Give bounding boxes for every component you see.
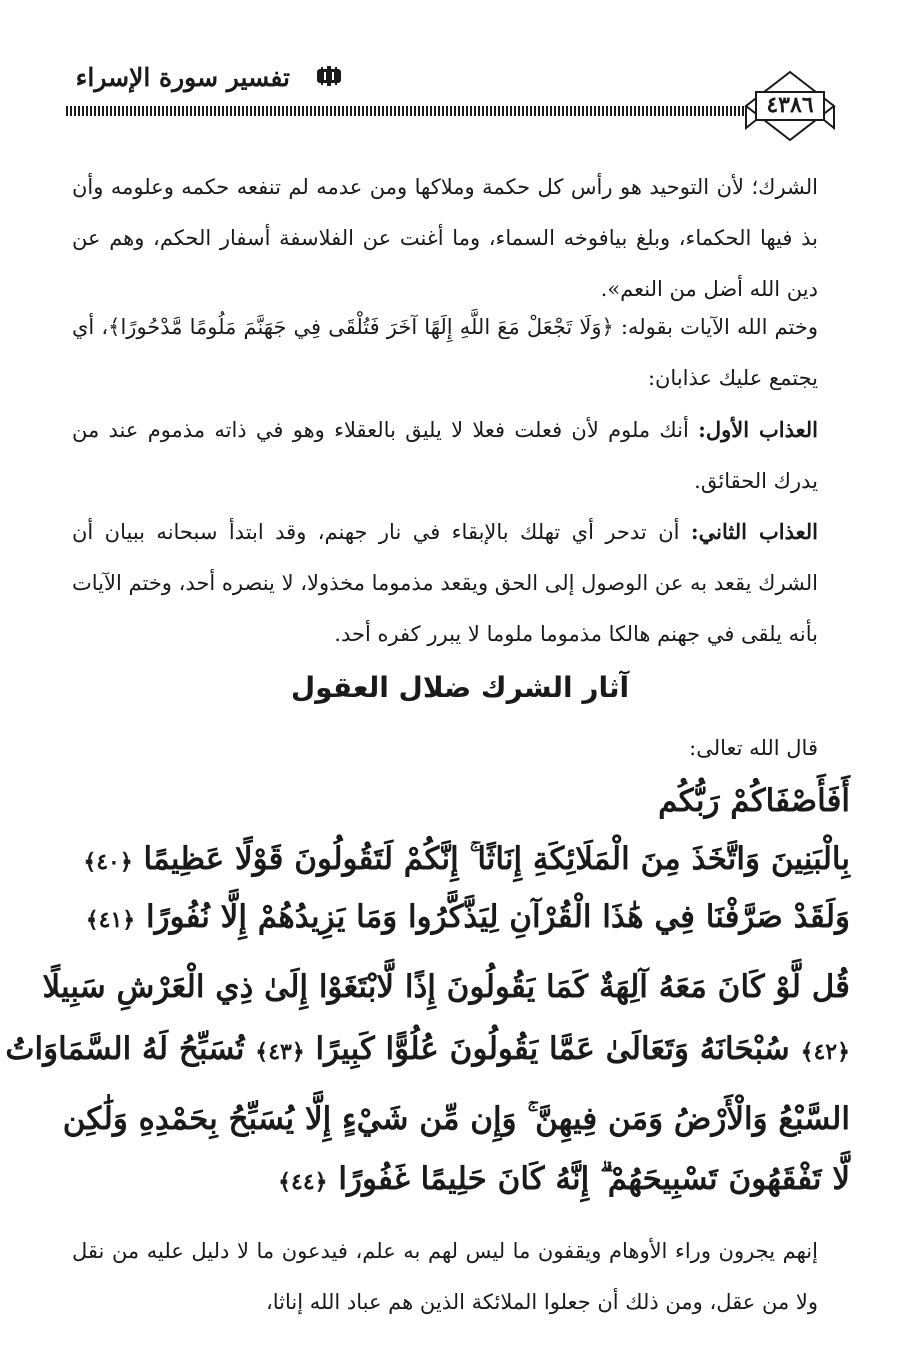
paragraph-text: إنهم يجرون وراء الأوهام ويقفون ما ليس لهم به علم، فيدعون ما لا دليل عليه من نقل ولا من عقل، ومن ذلك أن جعلوا الملائكة الذين هم عباد الله إناثا،: [72, 1239, 818, 1314]
verse-line: [85, 884, 850, 950]
paragraph-shirk: [72, 162, 818, 315]
paragraph-text: وختم الله الآيات بقوله: ﴿وَلَا تَجْعَلْ مَعَ اللَّهِ إِلَهًا آخَرَ فَتُلْقَى فِي جَهَنَّمَ مَلُومًا مَّدْحُورًا﴾، أي يجتمع عليك عذابان:: [72, 315, 818, 390]
ayah-number-value: ٤٢: [813, 1039, 838, 1065]
header-divider: [66, 106, 744, 116]
paragraph-closing: [72, 1226, 818, 1328]
verse-line: [130, 1146, 850, 1212]
verse-line: [42, 954, 850, 1020]
verse-text: أَفَأَصْفَاكُمْ رَبُّكُم: [658, 783, 850, 819]
verse-intro: قال الله تعالى:: [689, 736, 818, 760]
page-number-badge: [742, 70, 838, 144]
verse-text: لَّا تَفْقَهُونَ تَسْبِيحَهُمْ ۗ إِنَّهُ كَانَ حَلِيمًا غَفُورًا: [338, 1161, 850, 1197]
paragraph-text: أن تدحر أي تهلك بالإبقاء في نار جهنم، وقد ابتدأ سبحانه ببيان أن الشرك يقعد به عن الوصول إلى الحق ويقعد مذموما مخذولا، لا ينصره أحد، وختم الآيات بأنه يلقى في جهنم هالكا مذموما ملوما لا يبرر كفره أحد.: [72, 520, 818, 646]
ayah-number: ﴿٤٢﴾: [800, 1039, 850, 1065]
ayah-number-value: ٤٠: [96, 849, 120, 875]
section-heading: آثار الشرك ضلال العقول: [290, 671, 630, 704]
header-ornament-icon: [316, 66, 342, 86]
verse-line: [130, 768, 850, 834]
ayah-number: ﴿٤٣﴾: [255, 1039, 305, 1065]
ayah-number: ﴿٤١﴾: [85, 907, 136, 933]
ayah-number: ﴿٤٤﴾: [278, 1169, 328, 1195]
paragraph-lead: العذاب الأول:: [698, 417, 818, 442]
ayah-number-value: ٤١: [98, 907, 123, 933]
verse-line: [5, 1016, 850, 1082]
ayah-number: ﴿٤٠﴾: [83, 849, 133, 875]
page-number: ٤٣٨٦: [766, 92, 814, 118]
verse-text-tail: تُسَبِّحُ لَهُ السَّمَاوَاتُ: [5, 1031, 245, 1067]
paragraph-verse-quote: [72, 302, 818, 404]
verse-text: قُل لَّوْ كَانَ مَعَهُ آلِهَةٌ كَمَا يَقُولُونَ إِذًا لَّابْتَغَوْا إِلَىٰ ذِي الْعَرْشِ سَبِيلًا: [42, 969, 850, 1005]
paragraph-first-punishment: [72, 404, 818, 507]
verse-text: بِالْبَنِينَ وَاتَّخَذَ مِنَ الْمَلَائِكَةِ إِنَاثًا ۚ إِنَّكُمْ لَتَقُولُونَ قَوْلًا عَظِيمًا: [143, 841, 850, 877]
verse-line: [83, 826, 850, 892]
paragraph-text: أنك ملوم لأن فعلت فعلا لا يليق بالعقلاء وهو في ذاته مذموم عند من يدرك الحقائق.: [72, 418, 818, 493]
verse-text: السَّبْعُ وَالْأَرْضُ وَمَن فِيهِنَّ ۚ وَإِن مِّن شَيْءٍ إِلَّا يُسَبِّحُ بِحَمْدِهِ وَلَٰكِن: [62, 1101, 850, 1137]
verse-line: [62, 1086, 850, 1152]
paragraph-second-punishment: [72, 506, 818, 660]
running-header-title: تفسير سورة الإسراء: [75, 63, 290, 92]
verse-text: سُبْحَانَهُ وَتَعَالَىٰ عَمَّا يَقُولُونَ عُلُوًّا كَبِيرًا: [315, 1031, 790, 1067]
paragraph-lead: العذاب الثاني:: [690, 519, 818, 544]
ayah-number-value: ٤٣: [268, 1039, 292, 1065]
paragraph-text: الشرك؛ لأن التوحيد هو رأس كل حكمة وملاكها ومن عدمه لم تنفعه حكمه وعلومه وأن بذ فيها الحكماء، وبلغ بيافوخه السماء، وما أغنت عن الفلاسفة أسفار الحكم، وهم عن دين الله أضل من النعم».: [72, 175, 818, 301]
ayah-number-value: ٤٤: [291, 1169, 315, 1195]
verse-text: وَلَقَدْ صَرَّفْنَا فِي هَٰذَا الْقُرْآنِ لِيَذَّكَّرُوا وَمَا يَزِيدُهُمْ إِلَّا نُفُورًا: [145, 899, 850, 935]
